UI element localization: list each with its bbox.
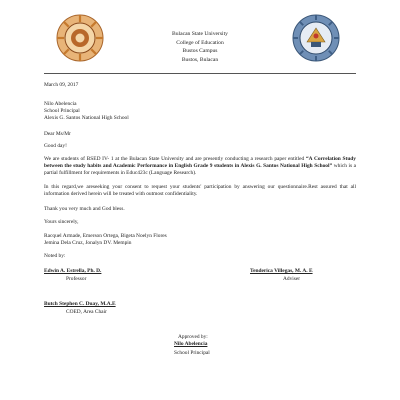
recipient-position: School Principal [44, 108, 80, 114]
signatory-professor-name: Edwin A. Estrella, Ph. D. [44, 268, 102, 274]
signatory-professor-title: Professor [66, 276, 87, 282]
recipient-name: Nilo Abelencia [44, 101, 77, 107]
greeting: Good day! [44, 143, 67, 149]
authors-line-1: Racquel Armade, Emerson Ortega, Bigeta Noelyn Flores [44, 233, 167, 239]
college-name: College of Education [176, 39, 224, 46]
approver-title: School Principal [174, 350, 210, 356]
letterhead [110, 30, 290, 65]
signatory-chair-title: COED, Area Chair [66, 309, 107, 315]
header-divider [44, 73, 356, 74]
university-seal-icon [56, 14, 104, 62]
recipient-school: Alexis G. Santos National High School [44, 115, 129, 121]
noted-by-label: Noted by: [44, 253, 66, 259]
body-paragraph-3: Thank you very much and God bless. [44, 206, 125, 212]
body-p1-intro: We are students of BSED IV- 1 at the Bulacan State University and are presently conducting a research paper entitled [44, 156, 306, 162]
salutation: Dear Ms/Mr [44, 131, 71, 137]
signatory-adviser-name: Tenderica Villegas, M. A. E [250, 268, 313, 274]
signatory-chair-name: Butch Stephen C. Duay, M.A.E [44, 301, 116, 307]
letter-date: March 09, 2017 [44, 82, 79, 88]
campus-location: Bustos, Bulacan [181, 56, 219, 63]
approved-by-label: Approved by: [178, 334, 208, 340]
research-title: “A Correlation Study between the study habits and Academic Performance in English Grade 9 students in Alexis G. Santos National High School” [44, 156, 357, 170]
signatory-adviser-title: Adviser [283, 276, 301, 282]
university-name: Bulacan State University [172, 31, 228, 37]
authors-line-2: Jemina Dela Cruz, Jonalyn DV. Mempin [44, 240, 132, 246]
college-seal-icon [292, 14, 340, 62]
approver-name: Nilo Abelencia [174, 341, 208, 347]
campus-name: Bustos Campus [182, 48, 218, 55]
closing: Yours sincerely, [44, 219, 79, 225]
body-paragraph-1 [44, 156, 356, 177]
body-p1-end: which is a partial fulfillment for requirements in Educ423c (Language Research). [44, 163, 356, 177]
body-paragraph-2: In this regard,we areseeking your consent to request your students' participation by answering our questionnaire.Rest assured that all information derived herein will be treated with outmost confidentiality. [44, 184, 356, 198]
